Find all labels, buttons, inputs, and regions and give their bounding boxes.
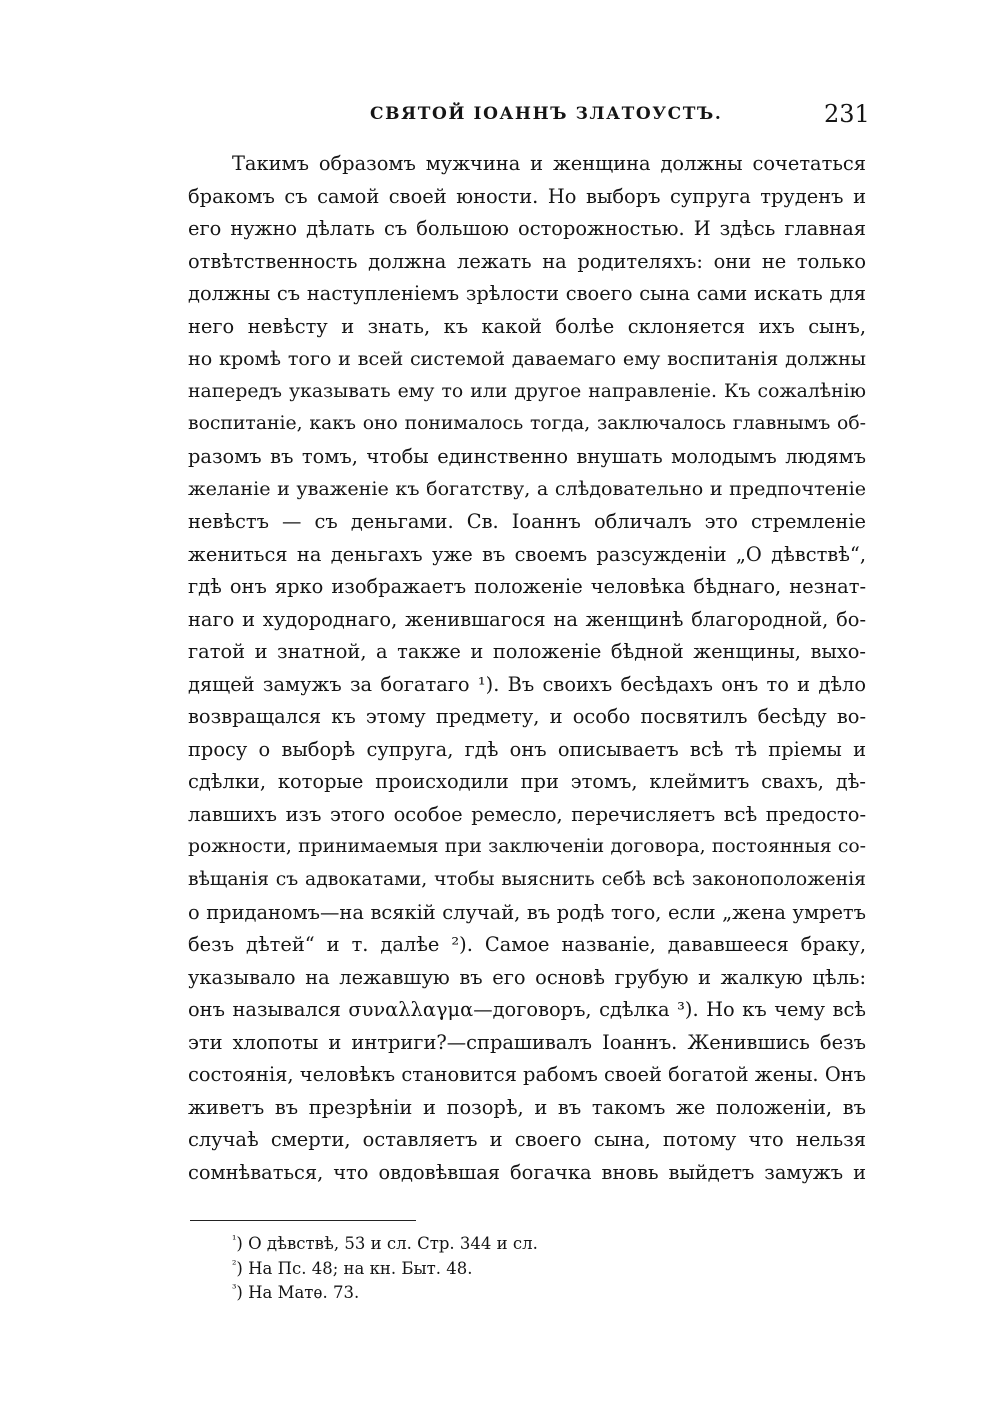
- text-line: Такимъ образомъ мужчина и женщина должны сочетаться: [232, 152, 866, 175]
- text-line: живетъ въ презрѣніи и позорѣ, и въ такомъ же положеніи, въ: [188, 1095, 866, 1119]
- body-text: [188, 148, 866, 1190]
- page-number: 231: [824, 100, 870, 128]
- text-line: эти хлопоты и интриги?—спрашивалъ Іоаннъ. Женившись безъ: [188, 1030, 866, 1054]
- text-line: сдѣлки, которые происходили при этомъ, клеймитъ свахъ, дѣ-: [188, 770, 866, 794]
- footnote-marker: ¹: [232, 1233, 237, 1246]
- text-line: сомнѣваться, что овдовѣвшая богачка вновь выйдетъ замужъ и: [188, 1160, 866, 1184]
- text-line: гдѣ онъ ярко изображаетъ положеніе человѣка бѣднаго, незнат-: [188, 575, 866, 599]
- running-header-title: СВЯТОЙ ІОАННЪ ЗЛАТОУСТЪ.: [370, 104, 723, 124]
- text-line: лавшихъ изъ этого особое ремесло, перечисляетъ всѣ предосто-: [188, 802, 866, 826]
- text-line: возвращался къ этому предмету, и особо посвятилъ бесѣду во-: [188, 705, 866, 729]
- text-line: жениться на деньгахъ уже въ своемъ разсужденіи „О дѣвствѣ“,: [188, 542, 866, 566]
- footnote-marker: ³: [232, 1282, 237, 1295]
- text-line: воспитаніе, какъ оно понималось тогда, заключалось главнымъ об-: [188, 413, 866, 435]
- text-line: гатой и знатной, а также и положеніе бѣдной женщины, выхо-: [188, 640, 866, 664]
- text-line: его нужно дѣлать съ большою осторожностью. И здѣсь главная: [188, 217, 866, 241]
- footnote-text: ) О дѣвствѣ, 53 и сл. Стр. 344 и сл.: [236, 1234, 538, 1253]
- text-line: рожности, принимаемыя при заключеніи договора, постоянныя со-: [188, 836, 866, 858]
- footnote-text: ) На Матѳ. 73.: [236, 1283, 360, 1302]
- text-line: него невѣсту и знать, къ какой болѣе склоняется ихъ сынъ,: [188, 314, 866, 338]
- text-line: указывало на лежавшую въ его основѣ грубую и жалкую цѣль:: [188, 965, 866, 989]
- text-line: случаѣ смерти, оставляетъ и своего сына, потому что нельзя: [188, 1128, 866, 1152]
- text-line: о приданомъ—на всякій случай, въ родѣ того, если „жена умретъ: [188, 900, 866, 924]
- text-line: должны съ наступленіемъ зрѣлости своего сына сами искать для: [188, 282, 866, 306]
- text-line: наго и худороднаго, женившагося на женщинѣ благородной, бо-: [188, 607, 866, 631]
- text-line: невѣстъ — съ деньгами. Св. Іоаннъ обличалъ это стремленіе: [188, 510, 866, 534]
- text-line: безъ дѣтей“ и т. далѣе ²). Самое названіе, дававшееся браку,: [188, 933, 866, 957]
- text-line: разомъ въ томъ, чтобы единственно внушать молодымъ людямъ: [188, 444, 866, 468]
- text-line: состоянія, человѣкъ становится рабомъ своей богатой жены. Онъ: [188, 1063, 866, 1087]
- text-line: дящей замужъ за богатаго ¹). Въ своихъ бесѣдахъ онъ то и дѣло: [188, 672, 866, 696]
- text-line: просу о выборѣ супруга, гдѣ онъ описываетъ всѣ тѣ пріемы и: [188, 737, 866, 761]
- footnote-2: [232, 1257, 538, 1282]
- text-line: отвѣтственность должна лежать на родителяхъ: они не только: [188, 249, 866, 273]
- text-line: желаніе и уваженіе къ богатству, а слѣдовательно и предпочтеніе: [188, 477, 866, 501]
- text-line: бракомъ съ самой своей юности. Но выборъ супруга труденъ и: [188, 184, 866, 208]
- text-line: вѣщанія съ адвокатами, чтобы выяснить себѣ всѣ законоположенія: [188, 869, 866, 891]
- footnote-1: [232, 1232, 538, 1257]
- footnote-3: [232, 1281, 538, 1306]
- footnote-text: ) На Пс. 48; на кн. Быт. 48.: [236, 1258, 473, 1278]
- text-line: но кромѣ того и всей системой даваемаго ему воспитанія должны: [188, 347, 866, 371]
- footnotes: [232, 1232, 538, 1306]
- footnote-divider: [190, 1220, 416, 1221]
- text-line: напередъ указывать ему то или другое направленіе. Къ сожалѣнію: [188, 380, 866, 402]
- text-line: онъ назывался συναλλαγμα—договоръ, сдѣлка ³). Но къ чему всѣ: [188, 998, 866, 1022]
- footnote-marker: ²: [232, 1257, 237, 1271]
